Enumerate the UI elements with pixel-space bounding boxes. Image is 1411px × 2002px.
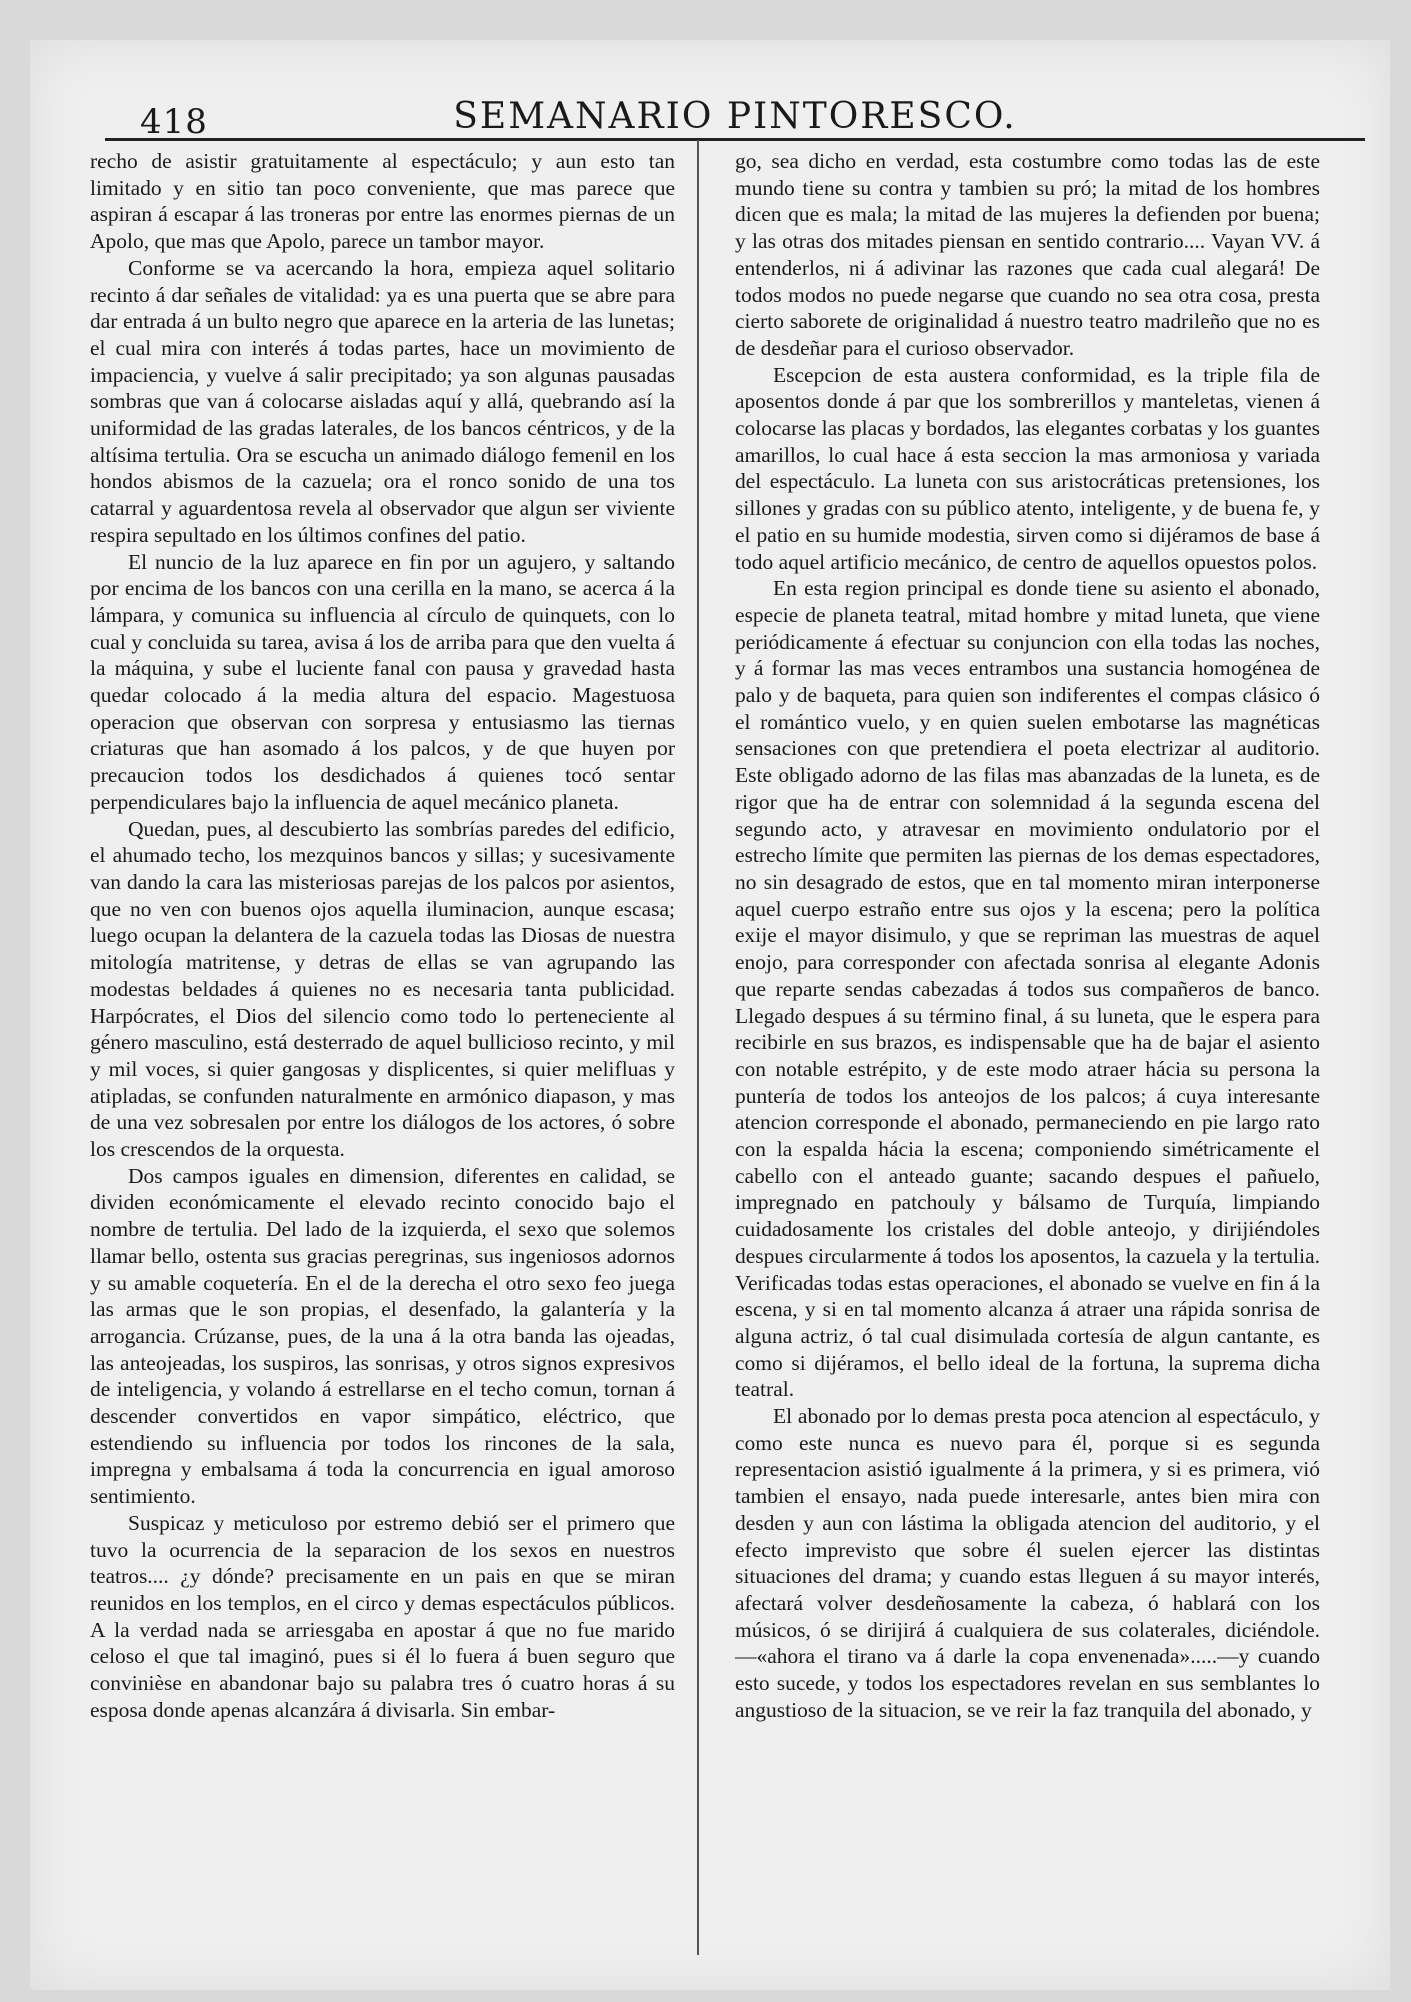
paragraph: Dos campos iguales en dimension, diferentes en calidad, se dividen económicamente el elevado recinto conocido bajo el nombre de tertulia. Del lado de la izquierda, el sexo que solemos llamar bello, ostenta sus gracias peregrinas, sus ingeniosos adornos y su amable coquetería. En el de la derecha el otro sexo feo juega las armas que le son propias, el desenfado, la galantería y la arrogancia. Crúzanse, pues, de la una á la otra banda las ojeadas, las anteojeadas, los suspiros, las sonrisas, y otros signos expresivos de inteligencia, y volando á estrellarse en el techo comun, tornan á descender convertidos en vapor simpático, eléctrico, que estendiendo su influencia por todos los rincones de la sala, impregna y embalsama á toda la concurrencia en igual amoroso sentimiento. [90, 1163, 675, 1509]
paragraph: El abonado por lo demas presta poca atencion al espectáculo, y como este nunca es nuevo para él, porque si es segunda representacion asistió igualmente á la primera, y si es primera, vió tambien el ensayo, nada puede interesarle, antes bien mira con desden y aun con lástima la obligada atencion del auditorio, y el efecto imprevisto que sobre él suelen ejercer las distintas situaciones del drama; y cuando estas lleguen á su mayor interés, afectará volver desdeñosamente la cabeza, ó hablará con los músicos, ó se dirijirá á cualquiera de sus colaterales, diciéndole.—«ahora el tirano va á darle la copa envenenada».....—y cuando esto sucede, y todos los espectadores revelan en sus semblantes lo angustioso de la situacion, se ve reir la faz tranquila del abonado, y [735, 1404, 1320, 1722]
paragraph: Quedan, pues, al descubierto las sombrías paredes del edificio, el ahumado techo, los mezquinos bancos y sillas; y sucesivamente van dando la cara las misteriosas parejas de los palcos por asientos, que no ven con buenos ojos aquella iluminacion, aunque escasa; luego ocupan la delantera de la cazuela todas las Diosas de nuestra mitología matritense, y detras de ellas se van agrupando las modestas beldades á quienes no es necesaria tanta publicidad. Harpócrates, el Dios del silencio como todo lo perteneciente al género masculino, está desterrado de aquel bullicioso recinto, y mil y mil voces, si quier gangosas y displicentes, si quier melifluas y atipladas, se confunden naturalmente en armónico diapason, y mas de una vez sobresalen por entre los diálogos de los actores, ó sobre los crescendos de la orquesta. [90, 816, 675, 1162]
right-column [735, 148, 1320, 1723]
paragraph: Conforme se va acercando la hora, empieza aquel solitario recinto á dar señales de vitalidad: ya es una puerta que se abre para dar entrada á un bulto negro que aparece en la arteria de las lunetas; el cual mira con interés á todas partes, hace un movimiento de impaciencia, y vuelve á salir precipitado; ya son algunas pausadas sombras que van á colocarse aisladas aquí y allá, quebrando así la uniformidad de las gradas laterales, de los bancos céntricos, y de la altísima tertulia. Ora se escucha un animado diálogo femenil en los hondos abismos de la cazuela; ora el ronco sonido de una tos catarral y aguardentosa revela al observador que algun ser viviente respira sepultado en los últimos confines del patio. [90, 255, 675, 547]
left-column [90, 148, 675, 1723]
paragraph: recho de asistir gratuitamente al espectáculo; y aun esto tan limitado y en sitio tan poco conveniente, que mas parece que aspiran á escapar á las troneras por entre las enormes piernas de un Apolo, que mas que Apolo, parece un tambor mayor. [90, 149, 675, 254]
newspaper-page [30, 40, 1390, 1990]
column-divider [697, 140, 699, 1955]
publication-title: SEMANARIO PINTORESCO. [453, 96, 1017, 137]
page-number: 418 [140, 102, 208, 142]
paragraph: En esta region principal es donde tiene su asiento el abonado, especie de planeta teatral, mitad hombre y mitad luneta, que viene periódicamente á efectuar su conjuncion con ella todas las noches, y á formar las mas veces entrambos una sustancia homogénea de palo y de baqueta, para quien son indiferentes el compas clásico ó el romántico vuelo, y en quien suelen embotarse las magnéticas sensaciones con que pretendiera el poeta electrizar al auditorio. Este obligado adorno de las filas mas abanzadas de la luneta, es de rigor que ha de entrar con solemnidad á la segunda escena del segundo acto, y atravesar en movimiento ondulatorio por el estrecho límite que permiten las piernas de los demas espectadores, no sin desagrado de estos, que en tal momento miran interponerse aquel cuerpo estraño entre sus ojos y la escena; pero la política exije el mayor disimulo, y que se repriman las muestras de aquel enojo, para corresponder con afectada sonrisa al elegante Adonis que reparte sendas cabezadas á todos sus compañeros de banco. Llegado despues á su término final, á su luneta, que le espera para recibirle en sus brazos, es indispensable que ha de bajar el asiento con notable estrépito, y de este modo atraer hácia su persona la puntería de todos los anteojos de los palcos; á cuya interesante atencion corresponde el abonado, permaneciendo en pie largo rato con la espalda hácia la escena; componiendo simétricamente el cabello con el anteado guante; sacando despues el pañuelo, impregnado en patchouly y bálsamo de Turquía, limpiando cuidadosamente los cristales del doble anteojo, y dirijiéndoles despues circularmente á todos los aposentos, la cazuela y la tertulia. Verificadas todas estas operaciones, el abonado se vuelve en fin á la escena, y si en tal momento alcanza á atraer una rápida sonrisa de alguna actriz, ó tal cual disimulada cortesía de algun cantante, es como si dijéramos, el bello ideal de la fortuna, la suprema dicha teatral. [735, 576, 1320, 1402]
paragraph: El nuncio de la luz aparece en fin por un agujero, y saltando por encima de los bancos con una cerilla en la mano, se acerca á la lámpara, y comunica su influencia al círculo de quinquets, con lo cual y concluida su tarea, avisa á los de arriba para que den vuelta á la máquina, y sube el luciente fanal con pausa y gravedad hasta quedar colocado á la media altura del espacio. Magestuosa operacion que observan con sorpresa y entusiasmo las tiernas criaturas que han asomado á los palcos, y de que huyen por precaucion todos los desdichados á quienes tocó sentar perpendiculares bajo la influencia de aquel mecánico planeta. [90, 549, 675, 814]
paragraph: Suspicaz y meticuloso por estremo debió ser el primero que tuvo la ocurrencia de la separacion de los sexos en nuestros teatros.... ¿y dónde? precisamente en un pais en que se miran reunidos en los templos, en el circo y demas espectáculos públicos. A la verdad nada se arriesgaba en apostar á que no fue marido celoso el que tal imaginó, pues si él lo fuera á buen seguro que convinièse en abandonar bajo su palabra tres ó cuatro horas á su esposa donde apenas alcanzára á divisarla. Sin embar- [90, 1510, 675, 1722]
page-header [105, 68, 1365, 141]
paragraph: go, sea dicho en verdad, esta costumbre como todas las de este mundo tiene su contra y tambien su pró; la mitad de los hombres dicen que es mala; la mitad de las mujeres la defienden por buena; y las otras dos mitades piensan en sentido contrario.... Vayan VV. á entenderlos, ni á adivinar las razones que cada cual alegará! De todos modos no puede negarse que cuando no sea otra cosa, presta cierto saborete de originalidad á nuestro teatro madrileño que no es de desdeñar para el curioso observador. [735, 149, 1320, 360]
paragraph: Escepcion de esta austera conformidad, es la triple fila de aposentos donde á par que los sombrerillos y manteletas, vienen á colocarse las placas y bordados, las elegantes corbatas y los guantes amarillos, lo cual hace á esta seccion la mas armoniosa y variada del espectáculo. La luneta con sus aristocráticas pretensiones, los sillones y gradas con su público atento, inteligente, y de buena fe, y el patio en su humide modestia, sirven como si dijéramos de base á todo aquel artificio mecánico, de centro de aquellos opuestos polos. [735, 362, 1320, 574]
